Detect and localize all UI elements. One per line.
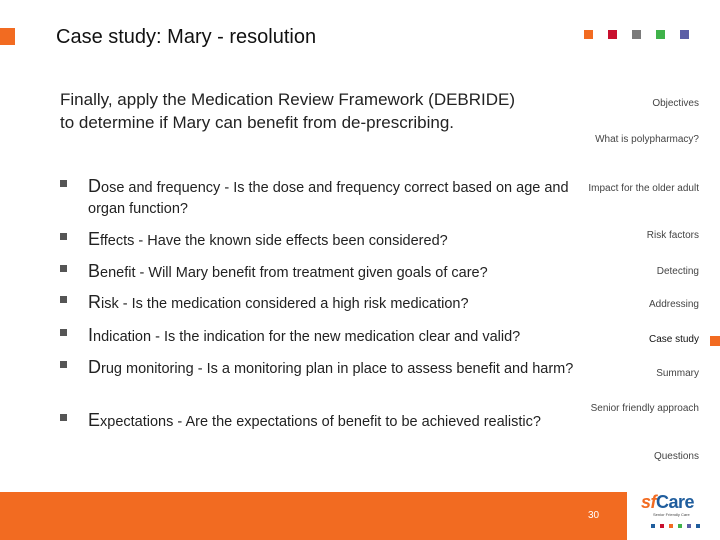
nav-item-addressing[interactable]: Addressing: [648, 299, 699, 310]
header-square: [584, 30, 593, 39]
bullet-first-letter: B: [88, 261, 101, 281]
bullet-text: - Will Mary benefit from treatment given goals of care?: [135, 265, 488, 281]
bullet-square-icon: [60, 361, 67, 368]
bullet-first-letter: E: [88, 229, 101, 249]
page-number: 30: [588, 510, 600, 521]
nav-item-summary[interactable]: Summary: [656, 368, 699, 379]
title-accent-bar: [0, 28, 15, 45]
bullet-square-icon: [60, 180, 67, 187]
bullet-text: - Have the known side effects been considered?: [134, 233, 448, 249]
logo-dot: [651, 524, 655, 528]
bullet-term: isk: [101, 296, 119, 312]
nav-item-senior-friendly-approach[interactable]: Senior friendly approach: [590, 403, 699, 414]
logo-dot: [696, 524, 700, 528]
logo-dot: [660, 524, 664, 528]
nav-item-what-is-polypharmacy[interactable]: What is polypharmacy?: [595, 134, 699, 145]
logo-sf-text: sf: [641, 492, 657, 512]
nav-item-case-study[interactable]: Case study: [648, 334, 699, 345]
bullet-first-letter: E: [88, 410, 101, 430]
bullet-square-icon: [60, 233, 67, 240]
bullet-first-letter: I: [88, 325, 94, 345]
nav-item-detecting[interactable]: Detecting: [656, 266, 699, 277]
bullet-square-icon: [60, 414, 67, 421]
nav-item-risk-factors[interactable]: Risk factors: [646, 230, 699, 241]
bullet-text: - Are the expectations of benefit to be achieved realistic?: [173, 414, 541, 430]
header-square: [656, 30, 665, 39]
logo-color-dots: [651, 524, 707, 528]
logo-dot: [678, 524, 682, 528]
header-square: [632, 30, 641, 39]
bullet-term: ndication: [93, 329, 152, 345]
header-square: [680, 30, 689, 39]
bullet-text: - Is a monitoring plan in place to assess benefit and harm?: [193, 361, 574, 377]
header-color-squares: [584, 30, 689, 39]
bullet-first-letter: D: [88, 176, 101, 196]
intro-text: Finally, apply the Medication Review Framework (DEBRIDE) to determine if Mary can benefit from de-prescribing.: [60, 90, 516, 132]
bullet-term: ose and frequency: [101, 180, 221, 196]
logo-tagline: Senior Friendly Care: [653, 512, 690, 517]
bullet-square-icon: [60, 329, 67, 336]
nav-item-questions[interactable]: Questions: [653, 451, 699, 462]
bullet-text: - Is the medication considered a high risk medication?: [118, 296, 469, 312]
bullet-square-icon: [60, 265, 67, 272]
bullet-term: rug monitoring: [101, 361, 194, 377]
active-section-marker: [710, 336, 720, 346]
bullet-term: ffects: [100, 233, 135, 249]
bullet-text: - Is the dose and frequency correct based on age and organ function?: [88, 180, 569, 217]
footer-bar: [0, 492, 627, 540]
logo-dot: [669, 524, 673, 528]
bullet-term: xpectations: [100, 414, 174, 430]
slide-title: Case study: Mary - resolution: [56, 26, 317, 48]
bullet-text: - Is the indication for the new medication clear and valid?: [151, 329, 521, 345]
logo-dot: [687, 524, 691, 528]
nav-item-impact[interactable]: Impact for the older adult: [588, 183, 699, 194]
nav-item-objectives[interactable]: Objectives: [652, 98, 699, 109]
header-square: [608, 30, 617, 39]
bullet-square-icon: [60, 296, 67, 303]
bullet-first-letter: D: [88, 357, 101, 377]
bullet-term: enefit: [100, 265, 136, 281]
sfcare-logo: [641, 492, 707, 538]
bullet-first-letter: R: [88, 292, 101, 312]
logo-care-text: Care: [656, 492, 695, 512]
